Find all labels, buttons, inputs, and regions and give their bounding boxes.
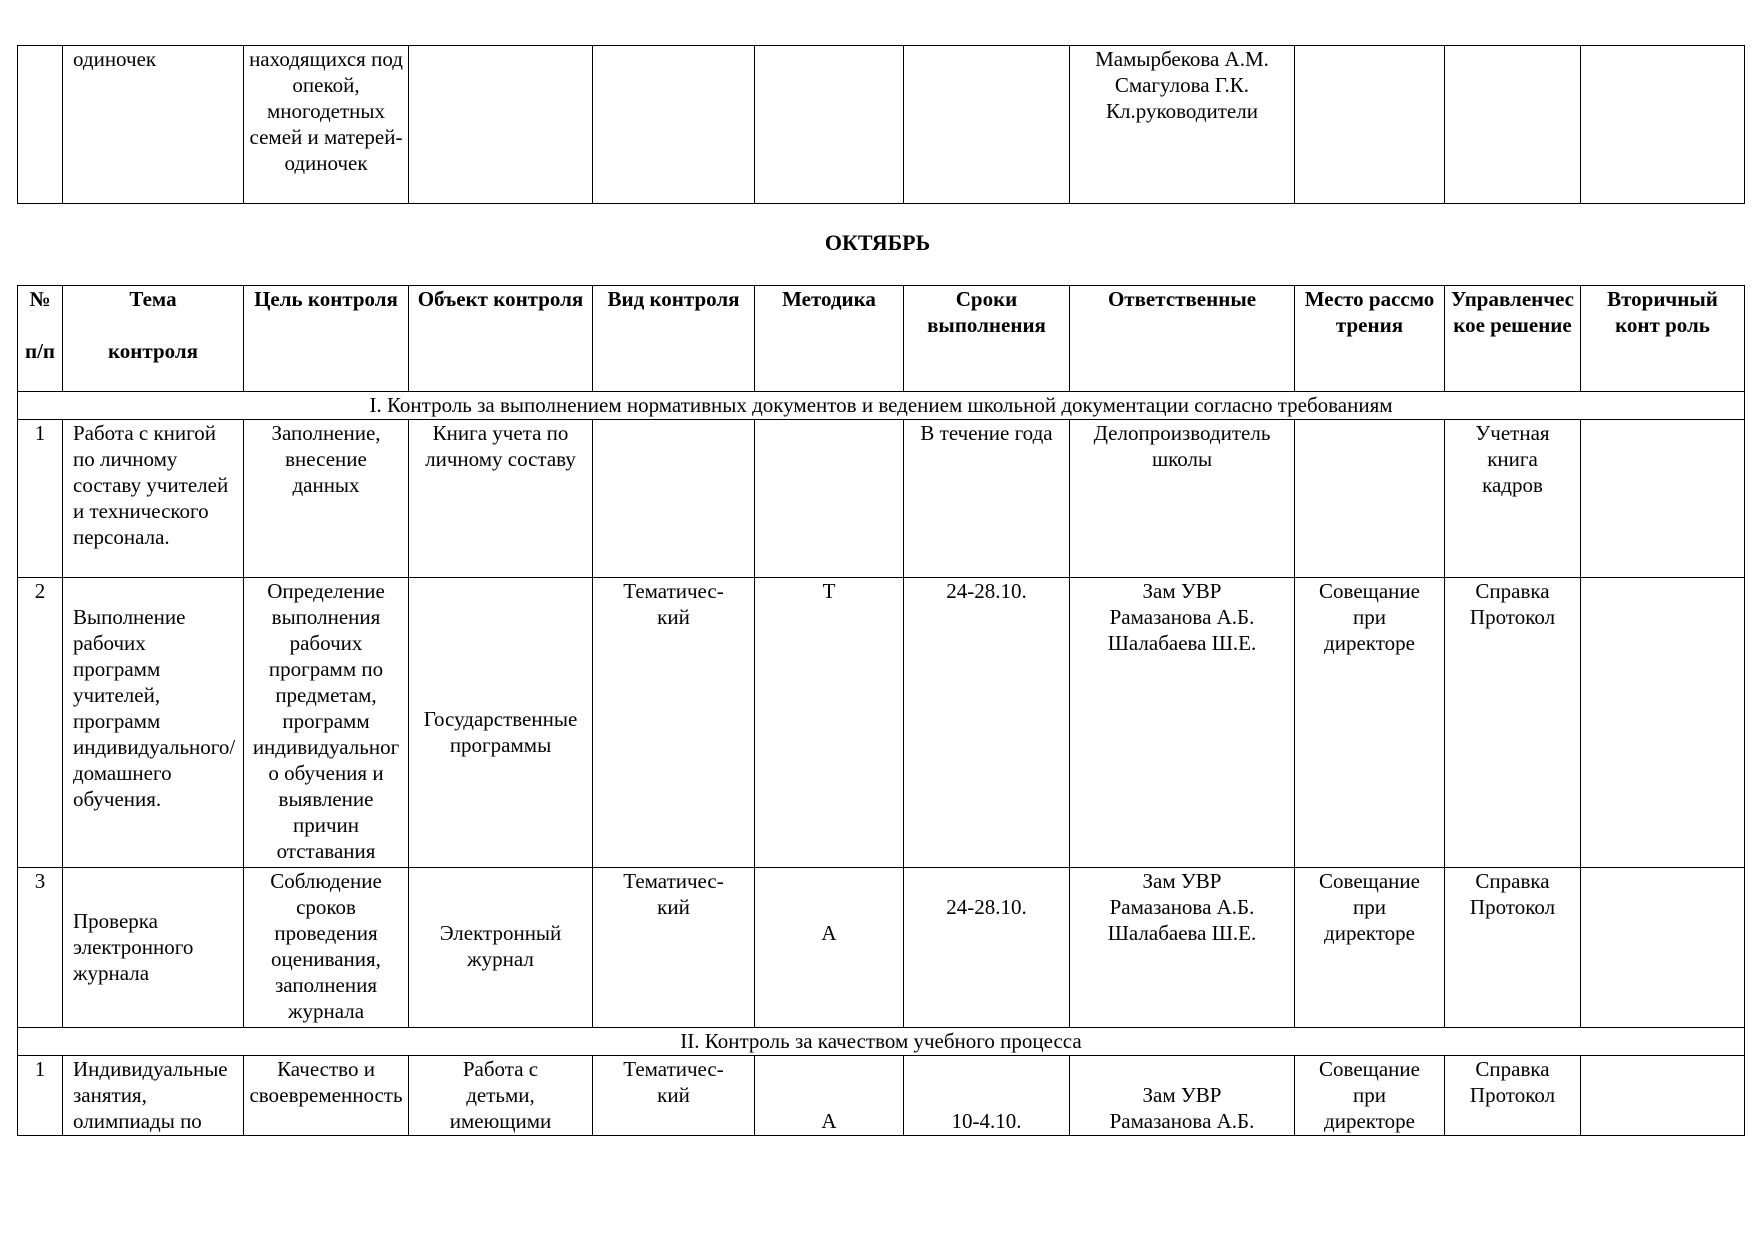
type-cell: Тематичес-кий xyxy=(593,578,755,868)
secondary-cell xyxy=(1581,46,1745,204)
responsible-line: Зам УВР xyxy=(1142,579,1222,603)
header-deadline: Сроки выполнения xyxy=(904,286,1070,392)
responsible-line: Зам УВР xyxy=(1142,869,1222,893)
continuation-table xyxy=(17,45,1745,204)
topic-cell: Выполнение рабочих программ учителей, программ индивидуального/домашнего обучения. xyxy=(63,578,244,868)
header-topic xyxy=(63,286,244,392)
object-cell: Работа с детьми, имеющими xyxy=(409,1056,593,1136)
num-cell xyxy=(18,46,63,204)
header-goal: Цель контроля xyxy=(244,286,409,392)
decision-line: Протокол xyxy=(1469,895,1556,919)
decision-line: Протокол xyxy=(1469,1083,1556,1107)
header-num-symbol: № xyxy=(29,287,51,311)
deadline-cell: 24-28.10. xyxy=(904,578,1070,868)
secondary-cell xyxy=(1581,868,1745,1028)
header-topic-line1: Тема xyxy=(129,287,177,311)
section-row xyxy=(18,1028,1745,1056)
responsible-cell xyxy=(1070,578,1295,868)
header-responsible: Ответственные xyxy=(1070,286,1295,392)
secondary-cell xyxy=(1581,1056,1745,1136)
num-cell: 2 xyxy=(18,578,63,868)
table-row xyxy=(18,578,1745,868)
deadline-cell: 10-4.10. xyxy=(904,1056,1070,1136)
responsible-cell: Делопроизводитель школы xyxy=(1070,420,1295,578)
responsible-cell xyxy=(1070,1056,1295,1136)
place-cell xyxy=(1295,420,1445,578)
responsible-line: Зам УВР xyxy=(1142,1083,1222,1107)
goal-cell: Соблюдение сроков проведения оценивания, заполнения журнала xyxy=(244,868,409,1028)
table-row xyxy=(18,46,1745,204)
decision-cell xyxy=(1445,46,1581,204)
num-cell: 3 xyxy=(18,868,63,1028)
place-cell: Совещание при директоре xyxy=(1295,578,1445,868)
header-topic-line2: контроля xyxy=(107,339,199,363)
deadline-cell xyxy=(904,46,1070,204)
method-cell: А xyxy=(755,1056,904,1136)
table-row xyxy=(18,1056,1745,1136)
object-cell: Электронный журнал xyxy=(409,868,593,1028)
num-cell: 1 xyxy=(18,420,63,578)
goal-cell: Определение выполнения рабочих программ по предметам, программ индивидуального обучения и выявление причин отставания xyxy=(244,578,409,868)
place-cell: Совещание при директоре xyxy=(1295,868,1445,1028)
method-cell: Т xyxy=(755,578,904,868)
type-cell: Тематичес-кий xyxy=(593,868,755,1028)
object-cell: Книга учета по личному составу xyxy=(409,420,593,578)
type-cell: Тематичес-кий xyxy=(593,1056,755,1136)
decision-line: Справка xyxy=(1475,579,1550,603)
header-num xyxy=(18,286,63,392)
header-type: Вид контроля xyxy=(593,286,755,392)
responsible-line: Рамазанова А.Б. xyxy=(1109,1109,1255,1133)
responsible-line: Смагулова Г.К. xyxy=(1114,73,1250,97)
header-place: Место рассмотрения xyxy=(1295,286,1445,392)
method-cell xyxy=(755,420,904,578)
type-cell xyxy=(593,46,755,204)
header-num-label: п/п xyxy=(24,339,56,363)
goal-cell: Заполнение, внесение данных xyxy=(244,420,409,578)
object-cell xyxy=(409,46,593,204)
header-decision: Управленческое решение xyxy=(1445,286,1581,392)
method-cell xyxy=(755,46,904,204)
control-plan-table xyxy=(17,285,1745,1136)
decision-line: Протокол xyxy=(1469,605,1556,629)
decision-line: Справка xyxy=(1475,869,1550,893)
responsible-line: Рамазанова А.Б. xyxy=(1109,605,1255,629)
responsible-line: Кл.руководители xyxy=(1106,99,1258,123)
topic-cell: Работа с книгой по личному составу учителей и технического персонала. xyxy=(63,420,244,578)
responsible-line: Мамырбекова А.М. xyxy=(1095,47,1269,71)
header-method: Методика xyxy=(755,286,904,392)
place-cell xyxy=(1295,46,1445,204)
responsible-cell xyxy=(1070,868,1295,1028)
num-cell: 1 xyxy=(18,1056,63,1136)
secondary-cell xyxy=(1581,578,1745,868)
month-title: ОКТЯБРЬ xyxy=(824,230,931,255)
topic-cell: Индивидуальные занятия, олимпиады по xyxy=(63,1056,244,1136)
goal-cell: находящихся под опекой, многодетных семей и матерей-одиночек xyxy=(244,46,409,204)
header-secondary: Вторичный конт роль xyxy=(1581,286,1745,392)
header-object: Объект контроля xyxy=(409,286,593,392)
type-cell xyxy=(593,420,755,578)
section-row xyxy=(18,392,1745,420)
decision-line: Справка xyxy=(1475,1057,1550,1081)
decision-cell: Учетная книга кадров xyxy=(1445,420,1581,578)
decision-cell xyxy=(1445,1056,1581,1136)
responsible-cell xyxy=(1070,46,1295,204)
topic-cell: Проверка электронного журнала xyxy=(63,868,244,1028)
decision-cell xyxy=(1445,868,1581,1028)
section-title-2: II. Контроль за качеством учебного процесса xyxy=(18,1028,1745,1056)
responsible-line: Шалабаева Ш.Е. xyxy=(1107,921,1257,945)
goal-cell: Качество и своевременность xyxy=(244,1056,409,1136)
deadline-cell: В течение года xyxy=(904,420,1070,578)
object-cell: Государственные программы xyxy=(409,578,593,868)
topic-cell: одиночек xyxy=(63,46,244,204)
header-row xyxy=(18,286,1745,392)
responsible-line: Шалабаева Ш.Е. xyxy=(1107,631,1257,655)
responsible-line: Рамазанова А.Б. xyxy=(1109,895,1255,919)
deadline-cell: 24-28.10. xyxy=(904,868,1070,1028)
table-row xyxy=(18,868,1745,1028)
decision-cell xyxy=(1445,578,1581,868)
method-cell: А xyxy=(755,868,904,1028)
section-title-1: I. Контроль за выполнением нормативных документов и ведением школьной документации согласно требованиям xyxy=(18,392,1745,420)
table-row xyxy=(18,420,1745,578)
secondary-cell xyxy=(1581,420,1745,578)
place-cell: Совещание при директоре xyxy=(1295,1056,1445,1136)
